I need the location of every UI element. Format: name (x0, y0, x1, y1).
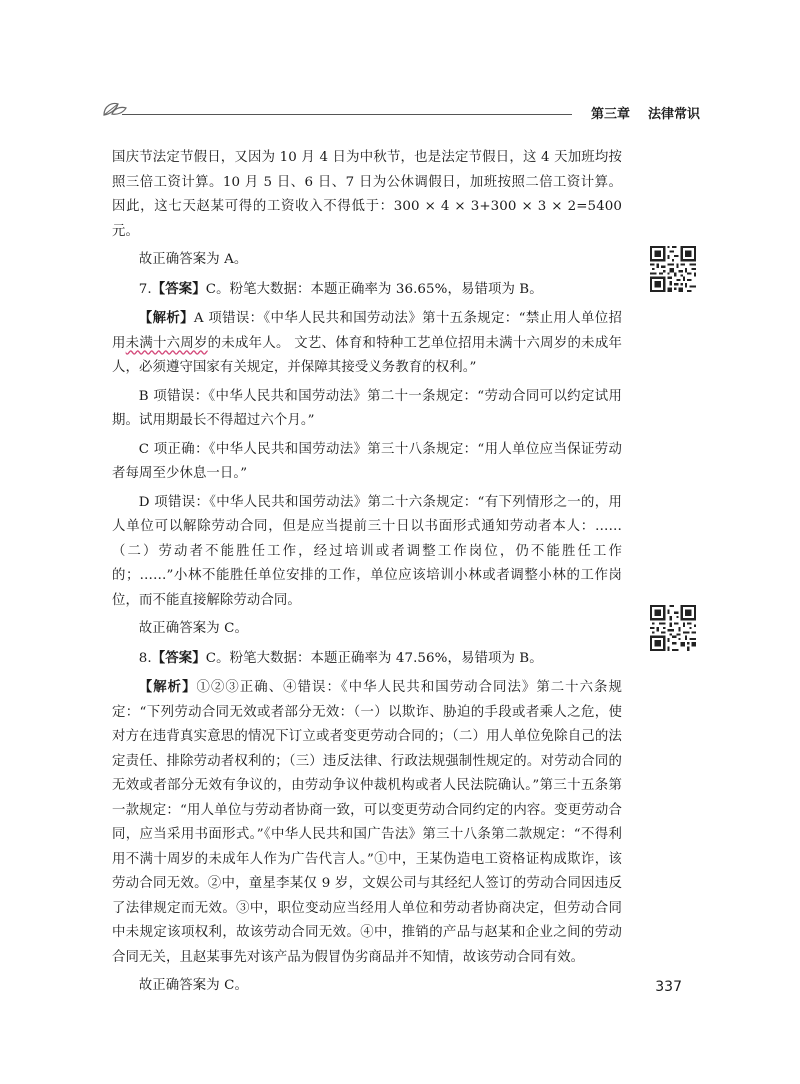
q7-a-highlight: 未满十六周岁 (125, 335, 208, 351)
q7-a-pre: A 项错误：《中华人民共和国劳动法》第十五条规定：“禁止用人单位招用 (112, 311, 622, 351)
page-header (100, 96, 700, 126)
chapter-title: 法律常识 (647, 107, 700, 122)
q8-number: 8. (138, 650, 152, 666)
page-body (112, 146, 622, 1003)
q7-a-post: 的未成年人。 文艺、体育和特种工艺单位招用未满十六周岁的未成年人，必须遵守国家有关规定，并保障其接受义务教育的权利。” (112, 335, 622, 375)
q7-answer-text: C。粉笔大数据：本题正确率为 36.65%，易错项为 B。 (205, 281, 543, 297)
q8-answer (112, 646, 622, 672)
chapter-heading (591, 103, 700, 122)
q7-analysis-a (112, 306, 622, 381)
qr-code-icon[interactable] (650, 246, 696, 292)
paragraph-calc: 国庆节法定节假日，又因为 10 月 4 日为中秋节，也是法定节假日，这 4 天加班均按照三倍工资计算。10 月 5 日、6 日、7 日为公休调假日，加班按照二倍工资计算。因此，这七天赵某可得的工资收入不得低于：300 × 4 × 3+300 × 3 × 2=5400 元。 (112, 150, 622, 239)
q7-analysis-b: B 项错误：《中华人民共和国劳动法》第二十一条规定：“劳动合同可以约定试用期。试用期最长不得超过六个月。” (112, 388, 622, 428)
leaf-icon (100, 98, 130, 118)
q8-analysis (112, 675, 622, 970)
q8-analysis-tag: 【解析】 (138, 679, 197, 695)
q7-number: 7. (138, 281, 152, 297)
q7-analysis-tag: 【解析】 (138, 310, 194, 326)
q8-analysis-text: ①②③正确、④错误：《中华人民共和国劳动合同法》第二十六条规定：“下列劳动合同无效或者部分无效：（一）以欺诈、胁迫的手段或者乘人之危，使对方在违背真实意思的情况下订立或者变更劳动合同的；（二）用人单位免除自己的法定责任、排除劳动者权利的；（三）违反法律、行政法规强制性规定的。对劳动合同的无效或者部分无效有争议的，由劳动争议仲裁机构或者人民法院确认。”第三十五条第一款规定：“用人单位与劳动者协商一致，可以变更劳动合同约定的内容。变更劳动合同，应当采用书面形式。”《中华人民共和国广告法》第三十八条第二款规定：“不得利用不满十周岁的未成年人作为广告代言人。”①中，王某伪造电工资格证构成欺诈，该劳动合同无效。②中，童星李某仅 9 岁，文娱公司与其经纪人签订的劳动合同因违反了法律规定而无效。③中，职位变动应当经用人单位和劳动者协商决定，但劳动合同中未规定该项权利，故该劳动合同无效。④中，推销的产品与赵某和企业之间的劳动合同无关，且赵某事先对该产品为假冒伪劣商品并不知情，故该劳动合同有效。 (112, 680, 622, 965)
q8-answer-tag: 【答案】 (151, 649, 206, 666)
q7-analysis-c: C 项正确：《中华人民共和国劳动法》第三十八条规定：“用人单位应当保证劳动者每周至少休息一日。” (112, 441, 622, 481)
q7-answer (112, 277, 622, 303)
page-number: 337 (655, 979, 682, 995)
conclusion-q6: 故正确答案为 A。 (138, 252, 248, 267)
q7-answer-tag: 【答案】 (151, 280, 206, 297)
q7-conclusion: 故正确答案为 C。 (138, 621, 248, 636)
header-rule (122, 114, 572, 115)
chapter-number: 第三章 (590, 107, 630, 122)
q8-answer-text: C。粉笔大数据：本题正确率为 47.56%，易错项为 B。 (205, 650, 543, 666)
q8-conclusion: 故正确答案为 C。 (138, 978, 248, 993)
q7-analysis-d: D 项错误：《中华人民共和国劳动法》第二十六条规定：“有下列情形之一的，用人单位可以解除劳动合同，但是应当提前三十日以书面形式通知劳动者本人：……（二）劳动者不能胜任工作，经过培训或者调整工作岗位，仍不能胜任工作的；……”小林不能胜任单位安排的工作，单位应该培训小林或者调整小林的工作岗位，而不能直接解除劳动合同。 (112, 494, 622, 608)
qr-code-icon[interactable] (650, 605, 696, 651)
